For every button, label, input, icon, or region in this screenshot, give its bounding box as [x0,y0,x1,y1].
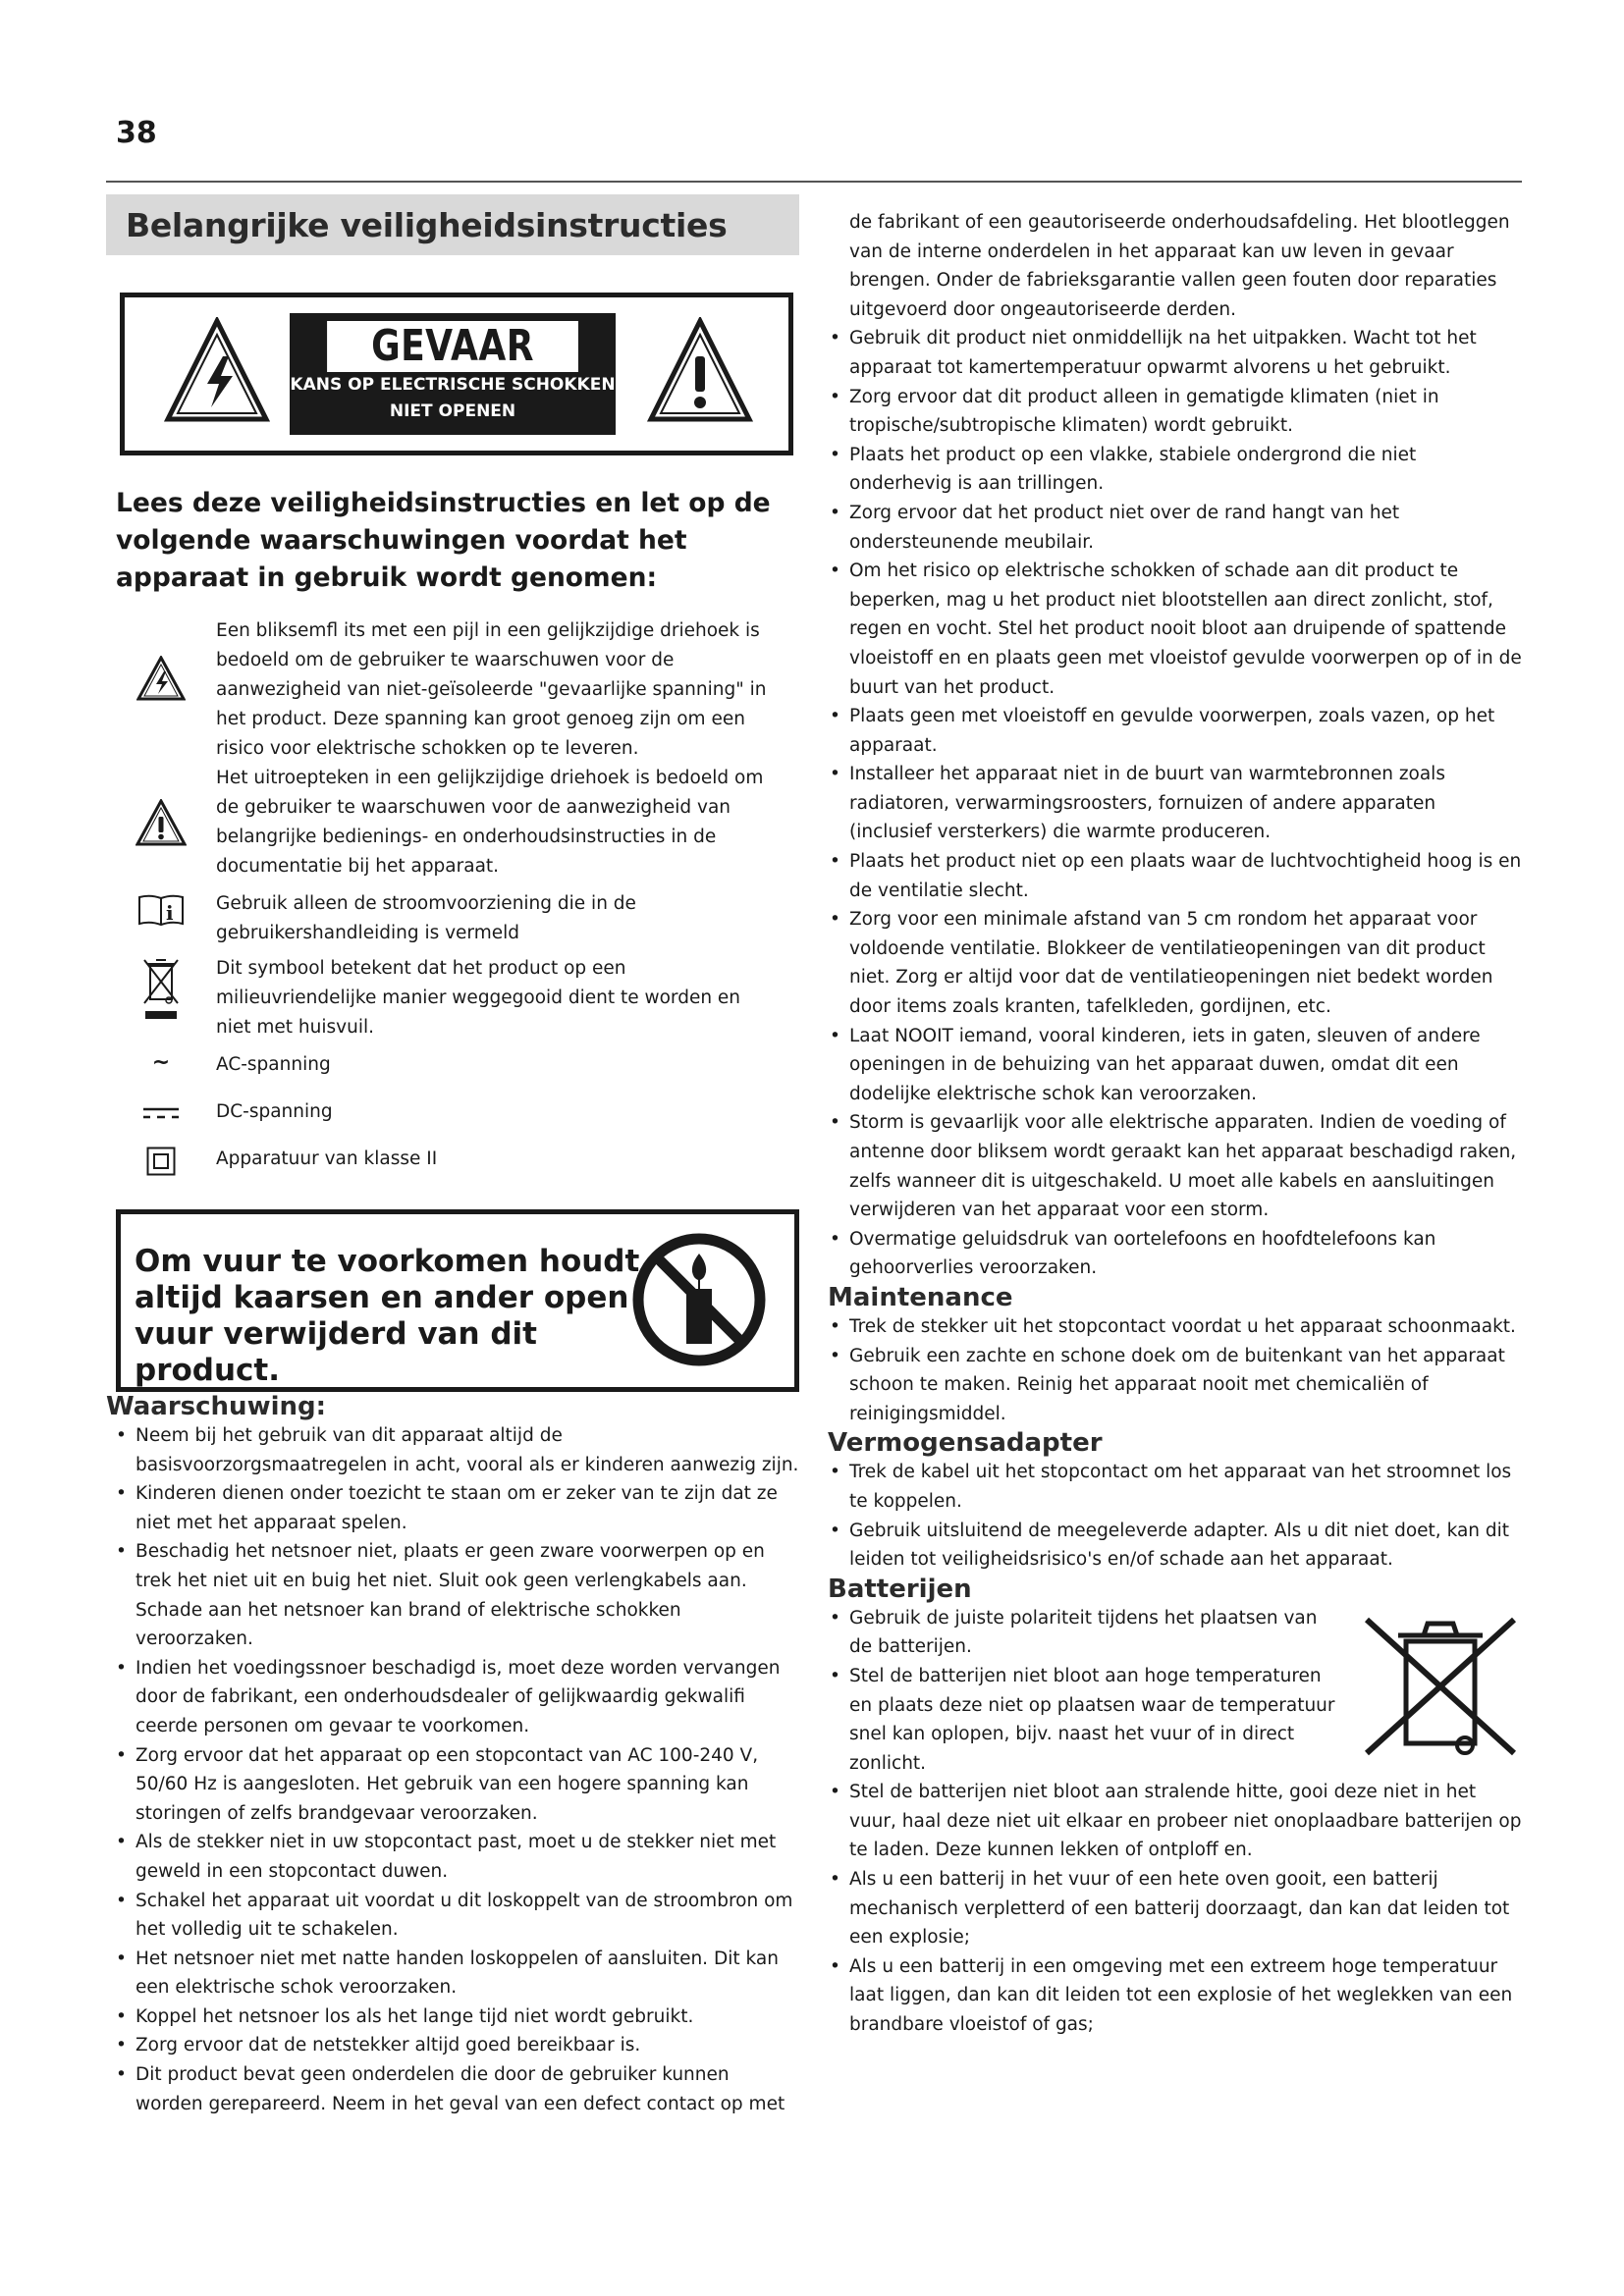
symbol-list [106,616,799,1184]
page-number: 38 [116,116,157,150]
danger-line-2: NIET OPENEN [389,401,516,421]
svg-text:i: i [166,901,174,925]
list-item: • Indien het voedingssnoer beschadigd is, moet deze worden vervangen door de fabrikant, een onderhoudsdealer of gelijkwaardig gekwalifi ceerde personen om gevaar te voorkomen. [114,1654,799,1741]
exclamation-triangle-icon [647,317,753,423]
fire-warning-box [116,1209,799,1392]
list-item: • Overmatige geluidsdruk van oortelefoons en hoofdtelefoons kan gehoorverlies veroorzaken. [828,1225,1522,1283]
list-item: • Neem bij het gebruik van dit apparaat altijd de basisvoorzorgsmaatregelen in acht, vooral als er kinderen aanwezig zijn. [114,1421,799,1479]
danger-center-panel [290,313,616,435]
warning-heading: Waarschuwing: [106,1392,327,1421]
adapter-heading: Vermogensadapter [828,1428,1103,1459]
symbol-text: Een bliksemfl its met een pijl in een gelijkzijdige driehoek is bedoeld om de gebruiker te waarschuwen voor de aanwezigheid van niet-geïsoleerde "gevaarlijke spanning" in het product. Deze spanning kan groot genoeg zijn om een risico voor elektrische schokken op te leveren. [216,620,767,759]
lead-text: Lees deze veiligheidsinstructies en let op de volgende waarschuwingen voordat het apparaat in gebruik wordt genomen: [116,488,771,593]
list-item: • Koppel het netsnoer los als het lange tijd niet wordt gebruikt. [114,2002,799,2032]
list-item: • Trek de stekker uit het stopcontact voordat u het apparaat schoonmaakt. [828,1312,1522,1342]
manual-info-icon [136,893,186,927]
list-item: • Beschadig het netsnoer niet, plaats er geen zware voorwerpen op en trek het niet uit en buig het niet. Sluit ook geen verlengkabels aan. Schade aan het netsnoer kan brand of elektrische schokken veroorzaken. [114,1537,799,1653]
list-item: • Om het risico op elektrische schokken of schade aan dit product te beperken, mag u het product niet blootstellen aan direct zonlicht, stof, regen en vocht. Stel het product nooit bloot aan druipende of spattende vloeistoff en en plaats geen met vloeistof gevulde voorwerpen op of in de buurt van het product. [828,557,1522,702]
no-open-flame-icon [631,1232,767,1367]
list-item: • Dit product bevat geen onderdelen die door de gebruiker kunnen worden gerepareerd. Neem in het geval van een defect contact op met [114,2060,799,2118]
symbol-text: Het uitroepteken in een gelijkzijdige driehoek is bedoeld om de gebruiker te waarschuwen voor de aanwezigheid van belangrijke bedienings- en onderhoudsinstructies in de documentatie bij het apparaat. [216,768,764,877]
maintenance-heading: Maintenance [828,1282,1013,1312]
symbol-text: Gebruik alleen de stroomvoorziening die in de gebruikershandleiding is vermeld [216,893,636,943]
danger-label [120,293,793,455]
symbol-row [106,616,799,764]
right-column [828,208,1522,2040]
maintenance-list [828,1312,1522,1428]
list-item: • Stel de batterijen niet bloot aan hoge temperaturen en plaats deze niet op plaatsen waar de temperatuur snel kan oplopen, bijv. naast het vuur of in direct zonlicht. [828,1662,1340,1778]
title-bar [106,194,799,255]
list-item: • Zorg ervoor dat dit product alleen in gematigde klimaten (niet in tropische/subtropische klimaten) wordt gebruikt. [828,383,1522,441]
list-item: • Als u een batterij in het vuur of een hete oven gooit, een batterij mechanisch verpletterd of een batterij doorzaagt, dan kan dat leiden tot een explosie; [828,1865,1522,1952]
symbol-row [106,954,799,1050]
crossed-bin-icon [141,956,181,1021]
list-item: • Zorg ervoor dat het product niet over de rand hangt van het ondersteunende meubilair. [828,499,1522,557]
ac-icon: ~ [151,1050,171,1075]
dc-icon [142,1107,180,1119]
danger-line-1: KANS OP ELECTRISCHE SCHOKKEN [290,375,616,395]
exclamation-triangle-icon [135,799,187,846]
adapter-list [828,1458,1522,1574]
list-item: • Gebruik de juiste polariteit tijdens het plaatsen van de batterijen. [828,1604,1340,1662]
symbol-text: DC-spanning [216,1101,333,1122]
symbol-row [106,764,799,889]
symbol-text: Apparatuur van klasse II [216,1148,438,1169]
symbol-text: AC-spanning [216,1054,331,1075]
symbol-row [106,1050,799,1097]
fire-warning-text: Om vuur te voorkomen houdt altijd kaarsen en ander open vuur verwijderd van dit product. [135,1244,640,1388]
list-item: • Gebruik dit product niet onmiddellijk na het uitpakken. Wacht tot het apparaat tot kamertemperatuur opwarmt alvorens u het gebruikt. [828,324,1522,382]
list-item: • Als u een batterij in een omgeving met een extreem hoge temperatuur laat liggen, dan kan dit leiden tot een explosie of het weglekken van een brandbare vloeistof of gas; [828,1952,1522,2040]
list-item: • Zorg voor een minimale afstand van 5 cm rondom het apparaat voor voldoende ventilatie. Blokkeer de ventilatieopeningen van dit product niet. Zorg er altijd voor dat de ventilatieopeningen niet bedekt worden door items zoals kranten, tafelkleden, gordijnen, etc. [828,905,1522,1021]
list-item: • Kinderen dienen onder toezicht te staan om er zeker van te zijn dat ze niet met het apparaat spelen. [114,1479,799,1537]
list-item: • Schakel het apparaat uit voordat u dit loskoppelt van de stroombron om het volledig uit te schakelen. [114,1887,799,1945]
list-item: • Als de stekker niet in uw stopcontact past, moet u de stekker niet met geweld in een stopcontact duwen. [114,1828,799,1886]
list-item: • Installeer het apparaat niet in de buurt van warmtebronnen zoals radiatoren, verwarmingsroosters, fornuizen of andere apparaten (inclusief versterkers) die warmte produceren. [828,760,1522,847]
list-item: • Het netsnoer niet met natte handen loskoppelen of aansluiten. Dit kan een elektrische schok veroorzaken. [114,1945,799,2002]
left-column [106,194,799,2118]
symbol-row [106,1145,799,1184]
symbol-row [106,889,799,954]
continued-text: de fabrikant of een geautoriseerde onderhoudsafdeling. Het blootleggen van de interne onderdelen in het apparaat kan uw leven in gevaar brengen. Onder de fabrieksgarantie vallen geen fouten door reparaties uitgevoerd door ongeautoriseerde derden. [849,212,1510,320]
list-item: • Trek de kabel uit het stopcontact om het apparaat van het stroomnet los te koppelen. [828,1458,1522,1516]
list-item: • Stel de batterijen niet bloot aan stralende hitte, gooi deze niet in het vuur, haal deze niet uit elkaar en probeer niet onoplaadbare batterijen op te laden. Deze kunnen lekken of ontploff en. [828,1778,1522,1865]
lightning-triangle-icon [164,317,270,423]
page-title: Belangrijke veiligheidsinstructies [126,205,728,244]
list-item: • Storm is gevaarlijk voor alle elektrische apparaten. Indien de voeding of antenne door bliksem wordt geraakt kan het apparaat beschadigd raken, zelfs wanneer dit is uitgeschakeld. U moet alle kabels en aansluitingen verwijderen van het apparaat voor een storm. [828,1108,1522,1224]
list-item: • Plaats het product niet op een plaats waar de luchtvochtigheid hoog is en de ventilatie slecht. [828,847,1522,905]
symbol-row [106,1097,799,1145]
list-item: • Plaats geen met vloeistoff en gevulde voorwerpen, zoals vazen, op het apparaat. [828,702,1522,760]
list-item: • Gebruik een zachte en schone doek om de buitenkant van het apparaat schoon te maken. Reinig het apparaat nooit met chemicaliën of reinigingsmiddel. [828,1342,1522,1429]
crossed-bin-icon [1359,1612,1522,1759]
danger-title: GEVAAR [327,321,578,372]
lightning-triangle-icon [136,656,186,701]
list-item: • Laat NOOIT iemand, vooral kinderen, iets in gaten, sleuven of andere openingen in de behuizing van het apparaat duwen, omdat dit een dodelijke elektrische schok kan veroorzaken. [828,1022,1522,1109]
class-ii-icon [146,1147,176,1176]
symbol-text: Dit symbool betekent dat het product op een milieuvriendelijke manier weggegooid dient te worden en niet met huisvuil. [216,958,741,1038]
warning-list [114,1421,799,2118]
batteries-block [828,1604,1522,2040]
list-item: • Zorg ervoor dat de netstekker altijd goed bereikbaar is. [114,2031,799,2060]
list-item: • Plaats het product op een vlakke, stabiele ondergrond die niet onderhevig is aan trillingen. [828,441,1522,499]
list-item: • Zorg ervoor dat het apparaat op een stopcontact van AC 100-240 V, 50/60 Hz is aangesloten. Het gebruik van een hogere spanning kan storingen of zelfs brandgevaar veroorzaken. [114,1741,799,1829]
warning-list-continued [828,208,1522,1283]
top-divider [106,181,1522,183]
batteries-heading: Batterijen [828,1574,972,1604]
list-item: • Gebruik uitsluitend de meegeleverde adapter. Als u dit niet doet, kan dit leiden tot veiligheidsrisico's en/of schade aan het apparaat. [828,1517,1522,1575]
